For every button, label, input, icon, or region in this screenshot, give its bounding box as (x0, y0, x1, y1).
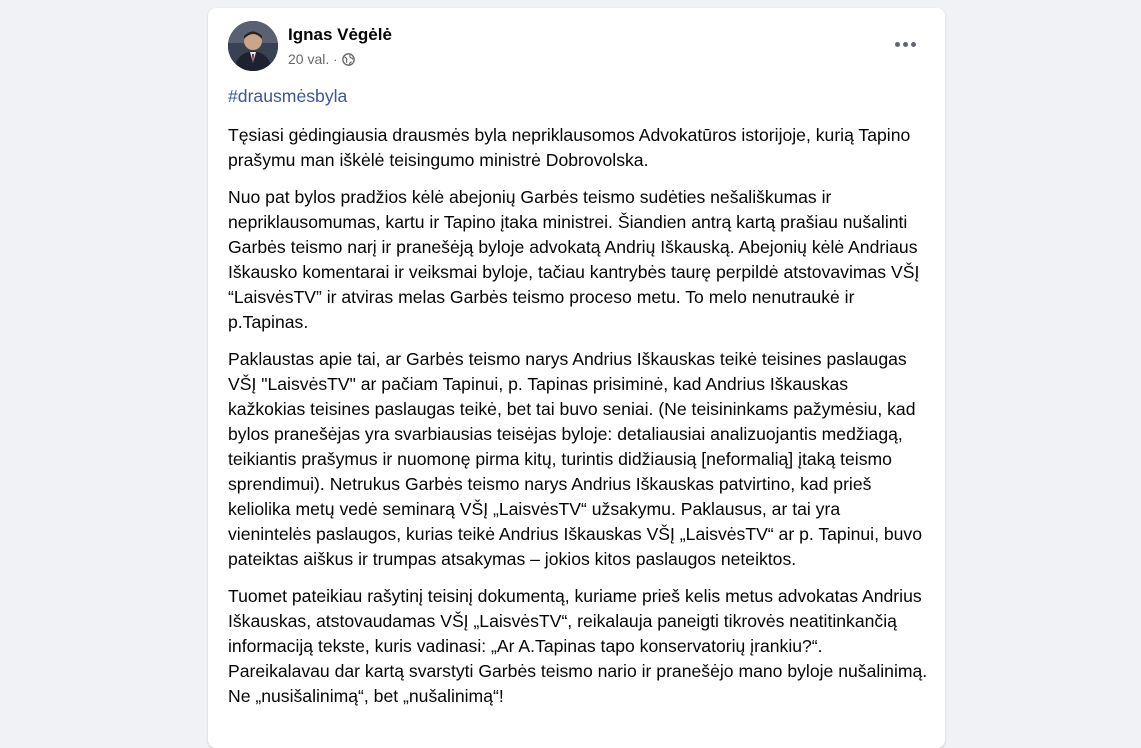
author-avatar[interactable] (228, 21, 278, 71)
author-name[interactable]: Ignas Vėgėlė (288, 25, 392, 44)
globe-icon[interactable] (342, 53, 355, 66)
post-card (208, 8, 945, 748)
post-content (228, 84, 928, 721)
post-paragraph-2: Nuo pat bylos pradžios kėlė abejonių Garbės teismo sudėties nešališkumas ir nepriklausomumas, kartu ir Tapino įtaka ministrei. Šiandien antrą kartą prašiau nušalinti Garbės teismo narį ir pranešėją byloje advokatą Andrių Iškauską. Abejonių kėlė Andriaus Iškausko komentarai ir veiksmai byloje, tačiau kantrybės taurę perpildė atstovavimas VŠĮ “LaisvėsTV” ir atviras melas Garbės teismo proceso metu. To melo nenutraukė ir p.Tapinas. (228, 187, 920, 332)
post-meta (288, 51, 355, 67)
post-header (208, 8, 945, 78)
post-paragraph-4: Tuomet pateikiau rašytinį teisinį dokumentą, kuriame prieš kelis metus advokatas Andrius Iškauskas, atstovaudamas VŠĮ „LaisvėsTV“, reikalauja paneigti tikrovės neatitinkančią informaciją tekste, kuris vadinasi: „Ar A.Tapinas tapo konservatorių įrankiu?“. Pareikalavau dar kartą svarstyti Garbės teismo nario ir pranešėjo mano byloje nušalinimą. Ne „nusišalinimą“, bet „nušalinimą“! (228, 586, 928, 706)
meta-separator: · (333, 51, 338, 67)
more-horizontal-icon[interactable] (887, 32, 923, 56)
post-paragraph-3: Paklaustas apie tai, ar Garbės teismo narys Andrius Iškauskas teikė teisines paslaugas VŠĮ "LaisvėsTV" ar pačiam Tapinui, p. Tapinas prisiminė, kad Andrius Iškauskas kažkokias teisines paslaugas teikė, bet tai buvo seniai. (Ne teisininkams pažymėsiu, kad bylos pranešėjas yra svarbiausias teisėjas byloje: detaliausiai analizuojantis medžiagą, teikiantis prašymus ir nuomonę pirma kitų, turintis didžiausią [neformalią] įtaką teismo sprendimui). Netrukus Garbės teismo narys Andrius Iškauskas patvirtino, kad prieš keliolika metų vedė seminarą VŠĮ „LaisvėsTV“ užsakymu. Paklausus, ar tai yra vienintelės paslaugos, kurias teikė Andrius Iškauskas VŠĮ „LaisvėsTV“ ar p. Tapinui, buvo pateiktas aiškus ir trumpas atsakymas – jokios kitos paslaugos neteiktos. (228, 349, 923, 569)
post-paragraph-1: Tęsiasi gėdingiausia drausmės byla nepriklausomos Advokatūros istorijoje, kurią Tapino prašymu man iškėlė teisingumo ministrė Dobrovolska. (228, 125, 911, 170)
post-time[interactable]: 20 val. (288, 51, 330, 67)
hashtag-link[interactable]: #drausmėsbyla (228, 86, 348, 106)
